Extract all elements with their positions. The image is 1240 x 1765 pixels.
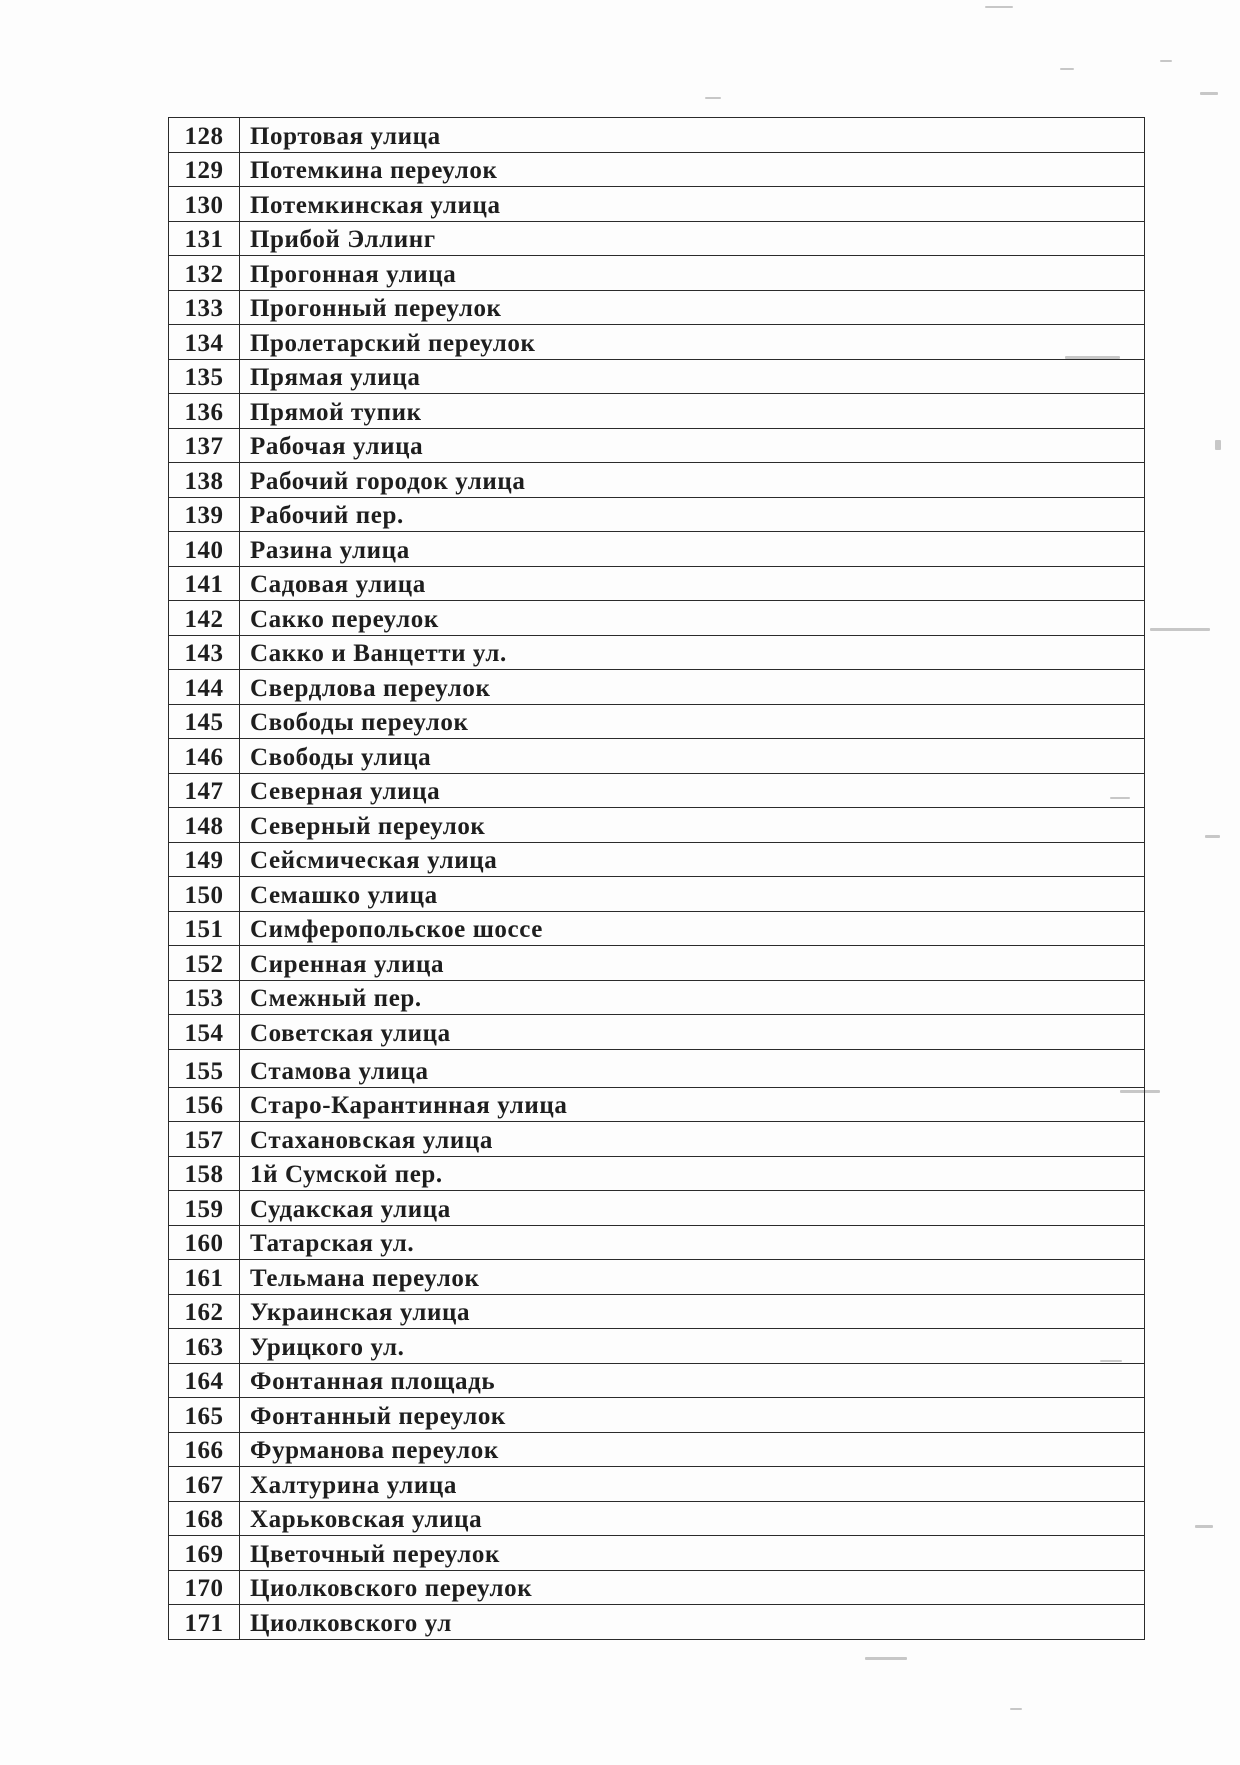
row-number: 164 (169, 1363, 240, 1398)
scan-smudge (1060, 68, 1074, 70)
table-row (169, 256, 1145, 291)
row-number: 169 (169, 1536, 240, 1571)
street-name: Циолковского переулок (240, 1570, 1145, 1605)
table-row (169, 152, 1145, 187)
table-row (169, 635, 1145, 670)
table-row (169, 1363, 1145, 1398)
row-number: 161 (169, 1260, 240, 1295)
street-name: Потемкина переулок (240, 152, 1145, 187)
table-row (169, 1605, 1145, 1640)
table-row (169, 1049, 1145, 1087)
table-row (169, 1122, 1145, 1157)
street-name: Портовая улица (240, 118, 1145, 153)
row-number: 167 (169, 1467, 240, 1502)
table-row (169, 1501, 1145, 1536)
street-name: Стамова улица (240, 1049, 1145, 1087)
street-name: Урицкого ул. (240, 1329, 1145, 1364)
street-name: Татарская ул. (240, 1225, 1145, 1260)
street-name: Рабочий городок улица (240, 463, 1145, 498)
table-row (169, 1294, 1145, 1329)
table-row (169, 980, 1145, 1015)
table-row (169, 1260, 1145, 1295)
street-name: Свердлова переулок (240, 670, 1145, 705)
row-number: 149 (169, 842, 240, 877)
street-name: Циолковского ул (240, 1605, 1145, 1640)
table-row (169, 463, 1145, 498)
table-row (169, 739, 1145, 774)
street-name: Фонтанная площадь (240, 1363, 1145, 1398)
row-number: 163 (169, 1329, 240, 1364)
street-name: Тельмана переулок (240, 1260, 1145, 1295)
scan-smudge (1215, 440, 1221, 450)
row-number: 170 (169, 1570, 240, 1605)
table-row (169, 497, 1145, 532)
street-name: Свободы переулок (240, 704, 1145, 739)
street-name: 1й Сумской пер. (240, 1156, 1145, 1191)
table-row (169, 842, 1145, 877)
table-row (169, 359, 1145, 394)
row-number: 171 (169, 1605, 240, 1640)
row-number: 137 (169, 428, 240, 463)
table-row (169, 221, 1145, 256)
table-row (169, 394, 1145, 429)
row-number: 154 (169, 1015, 240, 1050)
street-name: Цветочный переулок (240, 1536, 1145, 1571)
table-row (169, 325, 1145, 360)
row-number: 144 (169, 670, 240, 705)
street-name: Сакко переулок (240, 601, 1145, 636)
street-list-table (168, 117, 1145, 1640)
street-name: Северный переулок (240, 808, 1145, 843)
row-number: 166 (169, 1432, 240, 1467)
table-row (169, 1432, 1145, 1467)
street-name: Харьковская улица (240, 1501, 1145, 1536)
street-name: Фонтанный переулок (240, 1398, 1145, 1433)
row-number: 140 (169, 532, 240, 567)
table-row (169, 290, 1145, 325)
row-number: 160 (169, 1225, 240, 1260)
street-name: Прогонный переулок (240, 290, 1145, 325)
row-number: 135 (169, 359, 240, 394)
row-number: 156 (169, 1087, 240, 1122)
row-number: 158 (169, 1156, 240, 1191)
street-name: Фурманова переулок (240, 1432, 1145, 1467)
table-row (169, 601, 1145, 636)
row-number: 129 (169, 152, 240, 187)
row-number: 151 (169, 911, 240, 946)
street-name: Советская улица (240, 1015, 1145, 1050)
street-name: Прямой тупик (240, 394, 1145, 429)
table-row (169, 1536, 1145, 1571)
street-name: Прогонная улица (240, 256, 1145, 291)
street-name: Северная улица (240, 773, 1145, 808)
table-row (169, 428, 1145, 463)
scan-smudge (1195, 1525, 1213, 1528)
row-number: 165 (169, 1398, 240, 1433)
scan-smudge (1010, 1708, 1022, 1710)
row-number: 150 (169, 877, 240, 912)
table-row (169, 1398, 1145, 1433)
table-row (169, 566, 1145, 601)
street-name: Прибой Эллинг (240, 221, 1145, 256)
row-number: 133 (169, 290, 240, 325)
street-name: Свободы улица (240, 739, 1145, 774)
row-number: 148 (169, 808, 240, 843)
scan-smudge (1150, 628, 1210, 631)
row-number: 138 (169, 463, 240, 498)
table-row (169, 1329, 1145, 1364)
row-number: 130 (169, 187, 240, 222)
street-name: Разина улица (240, 532, 1145, 567)
scan-smudge (985, 6, 1013, 8)
row-number: 145 (169, 704, 240, 739)
table-row (169, 1225, 1145, 1260)
street-name: Рабочая улица (240, 428, 1145, 463)
row-number: 146 (169, 739, 240, 774)
scan-smudge (1200, 92, 1218, 95)
street-name: Семашко улица (240, 877, 1145, 912)
row-number: 141 (169, 566, 240, 601)
street-name: Рабочий пер. (240, 497, 1145, 532)
street-name: Сейсмическая улица (240, 842, 1145, 877)
street-name: Прямая улица (240, 359, 1145, 394)
scan-smudge (865, 1657, 907, 1660)
table-row (169, 1467, 1145, 1502)
row-number: 153 (169, 980, 240, 1015)
street-name: Сакко и Ванцетти ул. (240, 635, 1145, 670)
table-row (169, 877, 1145, 912)
row-number: 131 (169, 221, 240, 256)
street-list-body (169, 118, 1145, 1640)
table-row (169, 118, 1145, 153)
table-row (169, 808, 1145, 843)
row-number: 157 (169, 1122, 240, 1157)
row-number: 143 (169, 635, 240, 670)
row-number: 139 (169, 497, 240, 532)
row-number: 152 (169, 946, 240, 981)
row-number: 132 (169, 256, 240, 291)
table-row (169, 773, 1145, 808)
table-row (169, 1570, 1145, 1605)
table-row (169, 532, 1145, 567)
street-name: Украинская улица (240, 1294, 1145, 1329)
table-row (169, 1087, 1145, 1122)
row-number: 159 (169, 1191, 240, 1226)
table-row (169, 187, 1145, 222)
street-name: Пролетарский переулок (240, 325, 1145, 360)
street-name: Старо-Карантинная улица (240, 1087, 1145, 1122)
scan-smudge (1160, 60, 1172, 62)
table-row (169, 1015, 1145, 1050)
table-row (169, 704, 1145, 739)
scan-smudge (1205, 835, 1220, 838)
table-row (169, 1191, 1145, 1226)
table-row (169, 911, 1145, 946)
table-row (169, 670, 1145, 705)
row-number: 155 (169, 1049, 240, 1087)
street-name: Судакская улица (240, 1191, 1145, 1226)
street-name: Стахановская улица (240, 1122, 1145, 1157)
street-name: Садовая улица (240, 566, 1145, 601)
street-name: Смежный пер. (240, 980, 1145, 1015)
table-row (169, 1156, 1145, 1191)
street-name: Сиренная улица (240, 946, 1145, 981)
row-number: 134 (169, 325, 240, 360)
row-number: 128 (169, 118, 240, 153)
row-number: 162 (169, 1294, 240, 1329)
row-number: 142 (169, 601, 240, 636)
table-row (169, 946, 1145, 981)
row-number: 147 (169, 773, 240, 808)
street-name: Потемкинская улица (240, 187, 1145, 222)
street-name: Халтурина улица (240, 1467, 1145, 1502)
row-number: 136 (169, 394, 240, 429)
street-name: Симферопольское шоссе (240, 911, 1145, 946)
row-number: 168 (169, 1501, 240, 1536)
scan-smudge (705, 97, 721, 99)
